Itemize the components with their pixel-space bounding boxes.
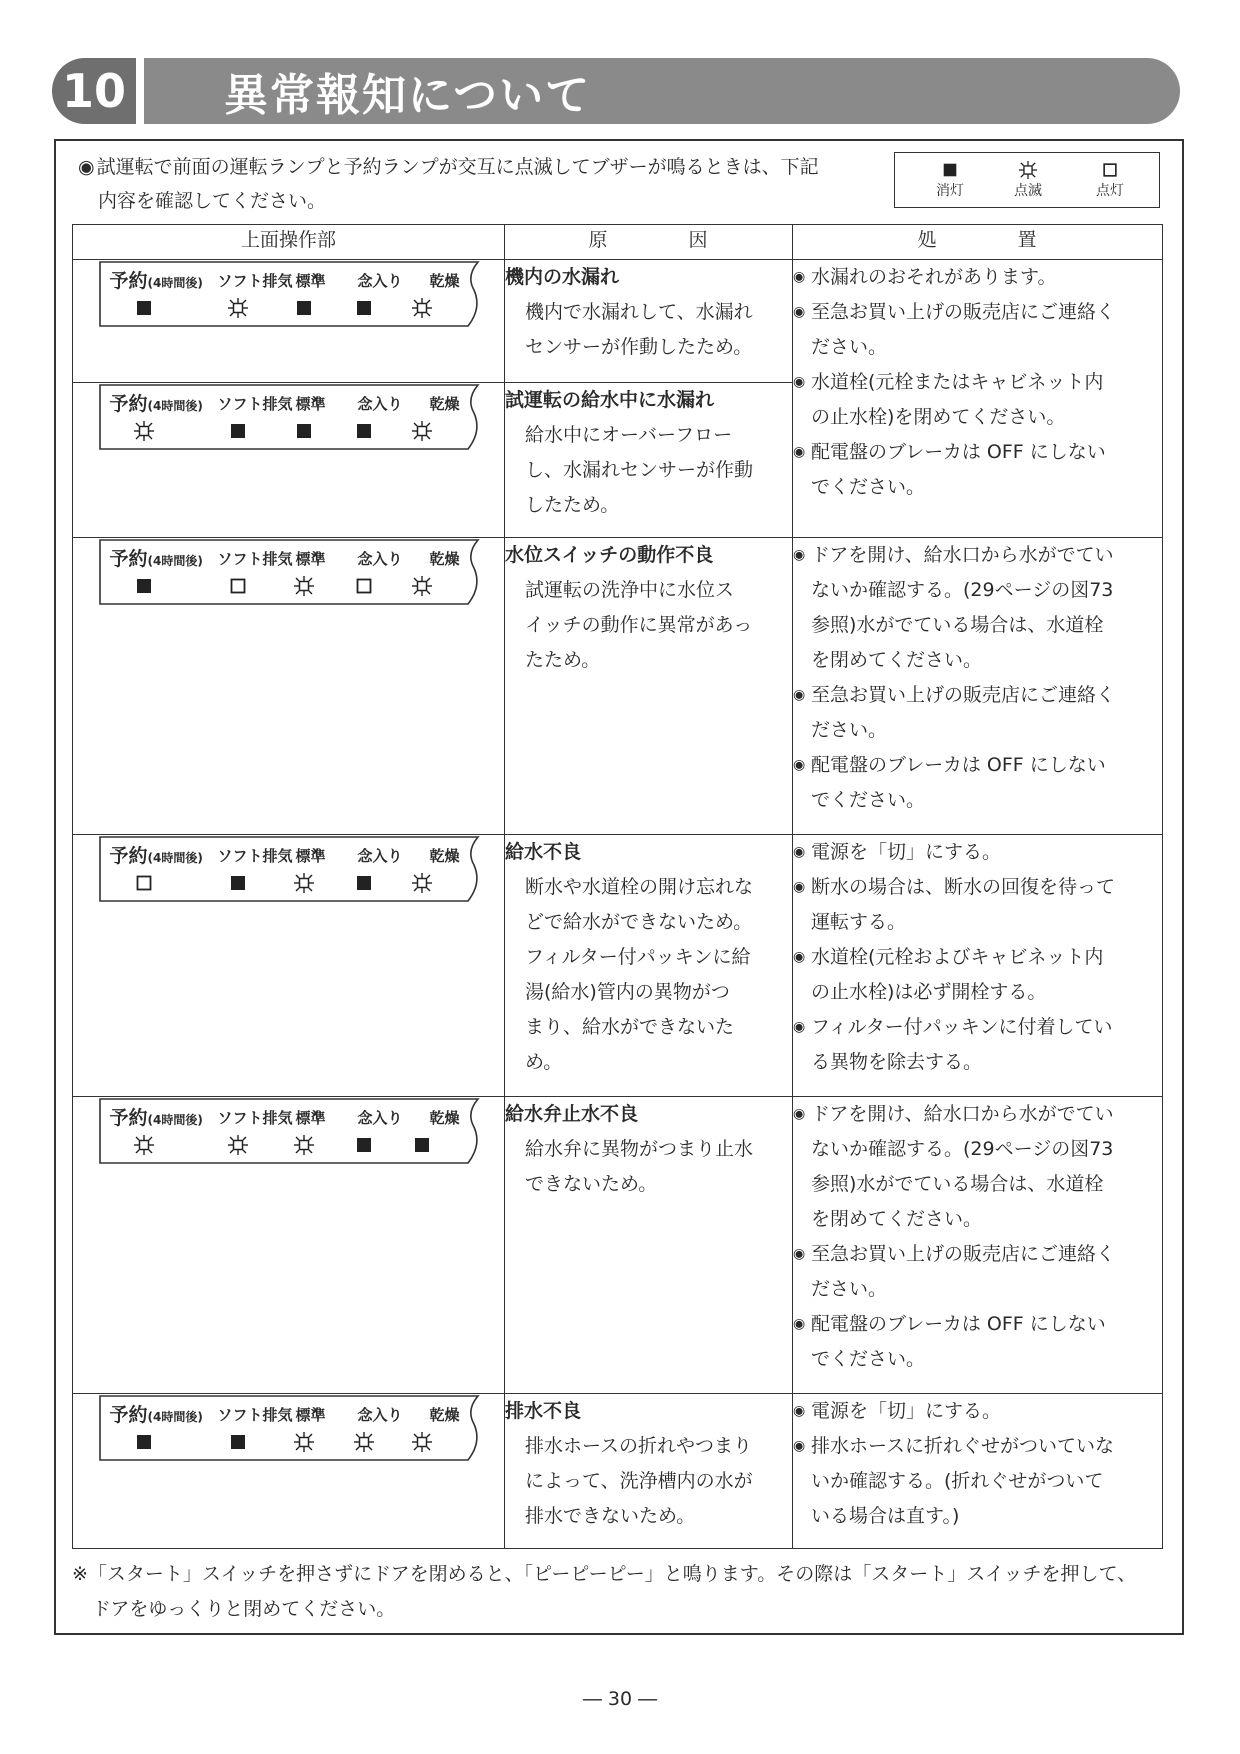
cause-text: フィルター付パッキンに給 xyxy=(525,946,751,968)
panel-cell xyxy=(73,260,505,383)
panel-label-soft: ソフト排気 xyxy=(217,272,293,290)
panel-label-sub: (4時間後) xyxy=(147,554,203,568)
cause-text: 機内で水漏れして、水漏れ xyxy=(525,301,753,323)
lamp-blink-icon xyxy=(292,1430,316,1454)
bullet-icon: ◉ xyxy=(793,687,806,703)
panel-label-hyojun: 標準 xyxy=(295,272,326,290)
bullet-icon xyxy=(793,643,811,678)
lamp-blink-icon xyxy=(993,159,1063,181)
lamp-off-icon xyxy=(352,871,376,895)
panel-label-text: 予約 xyxy=(109,270,148,292)
action-item xyxy=(793,470,1162,505)
bullet-icon: ◉ xyxy=(793,1106,806,1122)
intro-line-2: 内容を確認してください。 xyxy=(98,190,327,212)
panel-label-yoyaku xyxy=(110,841,203,868)
lamp-off-icon xyxy=(352,296,376,320)
lamp-off-icon xyxy=(292,296,316,320)
lamp-blink-icon xyxy=(352,1430,376,1454)
action-text: ないか確認する。(29ページの図73 xyxy=(811,579,1114,601)
action-cell xyxy=(793,538,1163,835)
action-cell xyxy=(793,1394,1163,1549)
action-text: 電源を「切」にする。 xyxy=(811,841,1002,863)
action-item xyxy=(793,400,1162,435)
panel-cell xyxy=(73,835,505,1097)
action-item xyxy=(793,608,1162,643)
panel-label-soft: ソフト排気 xyxy=(217,395,293,413)
panel-label-sub: (4時間後) xyxy=(147,851,203,865)
cause-text: 給水弁に異物がつまり止水 xyxy=(525,1138,754,1160)
error-table xyxy=(72,224,1163,1549)
section-header xyxy=(52,58,1180,124)
cause-cell xyxy=(505,260,793,383)
action-text: 至急お買い上げの販売店にご連絡く xyxy=(811,301,1116,323)
action-item xyxy=(793,1429,1162,1464)
panel-label-yoyaku xyxy=(110,389,203,416)
action-item xyxy=(793,1237,1162,1272)
action-cell xyxy=(793,1097,1163,1394)
panel-label-kanso: 乾燥 xyxy=(429,1406,460,1424)
action-item xyxy=(793,1307,1162,1342)
cause-text: センサーが作動したため。 xyxy=(525,336,753,358)
control-panel-diagram xyxy=(96,835,482,903)
action-item xyxy=(793,1097,1162,1132)
action-text: 水道栓(元栓およびキャビネット内 xyxy=(811,946,1104,968)
panel-label-sub: (4時間後) xyxy=(147,1113,203,1127)
intro-text xyxy=(78,150,898,218)
cause-title: 機内の水漏れ xyxy=(505,266,620,288)
action-text: ださい。 xyxy=(811,719,888,741)
control-panel-diagram xyxy=(96,383,482,451)
bullet-icon: ◉ xyxy=(793,844,806,860)
bullet-icon: ◉ xyxy=(793,374,806,390)
action-item xyxy=(793,1045,1162,1080)
action-text: 至急お買い上げの販売店にご連絡く xyxy=(811,684,1116,706)
header-panel: 上面操作部 xyxy=(73,225,505,260)
panel-cell xyxy=(73,383,505,538)
cause-text: イッチの動作に異常があっ xyxy=(525,614,753,636)
lamp-on-icon xyxy=(132,871,156,895)
bullet-icon xyxy=(793,1167,811,1202)
panel-label-yoyaku xyxy=(110,544,203,571)
bullet-icon xyxy=(793,1464,811,1499)
action-item xyxy=(793,260,1162,295)
action-item xyxy=(793,643,1162,678)
panel-label-sub: (4時間後) xyxy=(147,276,203,290)
action-item xyxy=(793,783,1162,818)
footnote-line-1: ※「スタート」スイッチを押さずにドアを閉めると、「ピーピーピー」と鳴ります。その際は「スタート」スイッチを押して、 xyxy=(72,1563,1137,1585)
legend-item-on xyxy=(1075,159,1145,201)
lamp-on-icon xyxy=(1075,159,1145,181)
legend-label: 点滅 xyxy=(1014,183,1042,199)
panel-label-nenri: 念入り xyxy=(357,272,403,290)
panel-label-kanso: 乾燥 xyxy=(429,272,460,290)
lamp-blink-icon xyxy=(226,1133,250,1157)
bullet-icon xyxy=(793,608,811,643)
lamp-off-icon xyxy=(915,159,985,181)
cause-text: できないため。 xyxy=(525,1173,658,1195)
panel-label-yoyaku xyxy=(110,1400,203,1427)
bullet-icon xyxy=(793,1045,811,1080)
bullet-icon xyxy=(793,1342,811,1377)
panel-label-hyojun: 標準 xyxy=(295,1406,326,1424)
cause-cell xyxy=(505,383,793,538)
panel-label-text: 予約 xyxy=(109,1107,148,1129)
lamp-blink-icon xyxy=(410,871,434,895)
control-panel-diagram xyxy=(96,1394,482,1462)
lamp-off-icon xyxy=(132,296,156,320)
bullet-icon xyxy=(793,713,811,748)
action-item xyxy=(793,678,1162,713)
bullet-icon xyxy=(793,783,811,818)
section-title: 異常報知について xyxy=(224,70,592,121)
bullet-icon: ◉ xyxy=(793,1403,806,1419)
footnote-line-2: ドアをゆっくりと閉めてください。 xyxy=(92,1598,396,1620)
action-item xyxy=(793,295,1162,330)
action-item xyxy=(793,1167,1162,1202)
action-item xyxy=(793,1464,1162,1499)
bullet-icon: ◉ xyxy=(793,444,806,460)
cause-title: 試運転の給水中に水漏れ xyxy=(505,389,715,411)
panel-label-text: 予約 xyxy=(109,1404,148,1426)
header-cause: 原 因 xyxy=(505,225,793,260)
bullet-icon: ◉ xyxy=(793,547,806,563)
action-text: 排水ホースに折れぐせがついていな xyxy=(811,1435,1115,1457)
cause-text: 湯(給水)管内の異物がつ xyxy=(525,981,730,1003)
action-cell xyxy=(793,835,1163,1097)
bullet-icon: ◉ xyxy=(793,269,806,285)
bullet-icon: ◉ xyxy=(793,879,806,895)
panel-label-soft: ソフト排気 xyxy=(217,550,293,568)
lamp-on-icon xyxy=(352,574,376,598)
cause-text: したため。 xyxy=(525,494,620,516)
action-item xyxy=(793,835,1162,870)
cause-cell xyxy=(505,538,793,835)
bullet-icon xyxy=(793,1202,811,1237)
action-text: 至急お買い上げの販売店にご連絡く xyxy=(811,1243,1116,1265)
control-panel-diagram xyxy=(96,1097,482,1165)
panel-label-hyojun: 標準 xyxy=(295,1109,326,1127)
bullet-icon: ◉ xyxy=(793,304,806,320)
cause-cell xyxy=(505,835,793,1097)
panel-label-hyojun: 標準 xyxy=(295,550,326,568)
panel-label-hyojun: 標準 xyxy=(295,395,326,413)
action-text: ドアを開け、給水口から水がでてい xyxy=(811,544,1114,566)
panel-cell xyxy=(73,1394,505,1549)
lamp-off-icon xyxy=(132,1430,156,1454)
cause-title: 給水不良 xyxy=(505,841,582,863)
bullet-icon xyxy=(793,1272,811,1307)
lamp-blink-icon xyxy=(410,419,434,443)
action-text: 配電盤のブレーカは OFF にしない xyxy=(811,1313,1106,1335)
bullet-icon: ◉ xyxy=(793,949,806,965)
action-text: 水道栓(元栓またはキャビネット内 xyxy=(811,371,1104,393)
footnote xyxy=(72,1557,1162,1627)
lamp-off-icon xyxy=(352,1133,376,1157)
panel-label-kanso: 乾燥 xyxy=(429,550,460,568)
action-item xyxy=(793,1394,1162,1429)
bullet-icon: ◉ xyxy=(793,1438,806,1454)
action-text: ださい。 xyxy=(811,1278,888,1300)
bullet-icon: ◉ xyxy=(793,1316,806,1332)
legend-item-off xyxy=(915,159,985,201)
action-item xyxy=(793,1132,1162,1167)
bullet-icon xyxy=(793,1499,811,1534)
cause-title: 排水不良 xyxy=(505,1400,582,1422)
action-text: を閉めてください。 xyxy=(811,1208,983,1230)
panel-label-text: 予約 xyxy=(109,393,148,415)
cause-text: 給水中にオーバーフロー xyxy=(525,424,733,446)
cause-cell xyxy=(505,1097,793,1394)
action-text: ドアを開け、給水口から水がでてい xyxy=(811,1103,1114,1125)
panel-label-soft: ソフト排気 xyxy=(217,1406,293,1424)
action-text: でください。 xyxy=(811,476,926,498)
lamp-blink-icon xyxy=(132,1133,156,1157)
legend-label: 点灯 xyxy=(1096,183,1124,199)
action-text: でください。 xyxy=(811,1348,926,1370)
panel-label-hyojun: 標準 xyxy=(295,847,326,865)
lamp-off-icon xyxy=(292,419,316,443)
action-item xyxy=(793,365,1162,400)
panel-cell xyxy=(73,1097,505,1394)
panel-label-text: 予約 xyxy=(109,845,148,867)
lamp-on-icon xyxy=(226,574,250,598)
action-text: 電源を「切」にする。 xyxy=(811,1400,1002,1422)
action-item xyxy=(793,1272,1162,1307)
panel-label-nenri: 念入り xyxy=(357,550,403,568)
lamp-blink-icon xyxy=(292,1133,316,1157)
legend-label: 消灯 xyxy=(936,183,964,199)
panel-label-nenri: 念入り xyxy=(357,1109,403,1127)
action-item xyxy=(793,573,1162,608)
action-text: ないか確認する。(29ページの図73 xyxy=(811,1138,1114,1160)
header-action: 処 置 xyxy=(793,225,1163,260)
panel-label-sub: (4時間後) xyxy=(147,1410,203,1424)
action-text: いる場合は直す。) xyxy=(811,1505,960,1527)
cause-text: 断水や水道栓の開け忘れな xyxy=(525,876,754,898)
action-item xyxy=(793,330,1162,365)
panel-label-sub: (4時間後) xyxy=(147,399,203,413)
action-text: 断水の場合は、断水の回復を待って xyxy=(811,876,1116,898)
cause-text: 試運転の洗浄中に水位ス xyxy=(525,579,735,601)
action-item xyxy=(793,713,1162,748)
panel-label-text: 予約 xyxy=(109,548,148,570)
lamp-blink-icon xyxy=(410,296,434,320)
cause-text: め。 xyxy=(525,1051,563,1073)
cause-text: まり、給水ができないた xyxy=(525,1016,735,1038)
cause-text: し、水漏れセンサーが作動 xyxy=(525,459,754,481)
panel-label-soft: ソフト排気 xyxy=(217,1109,293,1127)
lamp-legend xyxy=(894,152,1160,208)
bullet-icon xyxy=(793,1132,811,1167)
bullet-icon: ◉ xyxy=(793,1246,806,1262)
panel-label-kanso: 乾燥 xyxy=(429,847,460,865)
panel-label-kanso: 乾燥 xyxy=(429,1109,460,1127)
cause-title: 給水弁止水不良 xyxy=(505,1103,639,1125)
lamp-off-icon xyxy=(352,419,376,443)
action-item xyxy=(793,748,1162,783)
action-item xyxy=(793,1202,1162,1237)
lamp-off-icon xyxy=(226,871,250,895)
cause-cell xyxy=(505,1394,793,1549)
action-item xyxy=(793,538,1162,573)
action-item xyxy=(793,905,1162,940)
bullet-icon xyxy=(793,573,811,608)
lamp-blink-icon xyxy=(226,296,250,320)
action-item xyxy=(793,1342,1162,1377)
action-item xyxy=(793,435,1162,470)
action-text: 参照)水がでている場合は、水道栓 xyxy=(811,1173,1104,1195)
action-item xyxy=(793,940,1162,975)
lamp-off-icon xyxy=(410,1133,434,1157)
bullet-icon xyxy=(793,470,811,505)
lamp-blink-icon xyxy=(292,574,316,598)
panel-label-soft: ソフト排気 xyxy=(217,847,293,865)
action-text: 水漏れのおそれがあります。 xyxy=(811,266,1057,288)
lamp-off-icon xyxy=(226,419,250,443)
action-text: ださい。 xyxy=(811,336,888,358)
cause-text: たため。 xyxy=(525,649,601,671)
cause-text: 排水できないため。 xyxy=(525,1505,696,1527)
lamp-blink-icon xyxy=(292,871,316,895)
control-panel-diagram xyxy=(96,260,482,328)
panel-label-yoyaku xyxy=(110,266,203,293)
cause-text: によって、洗浄槽内の水が xyxy=(525,1470,753,1492)
lamp-off-icon xyxy=(226,1430,250,1454)
action-text: の止水栓)を閉めてください。 xyxy=(811,406,1066,428)
action-item xyxy=(793,1010,1162,1045)
bullet-icon: ◉ xyxy=(793,1019,806,1035)
lamp-blink-icon xyxy=(410,574,434,598)
legend-item-blink xyxy=(993,159,1063,201)
intro-line-1: 試運転で前面の運転ランプと予約ランプが交互に点滅してブザーが鳴るときは、下記 xyxy=(96,156,819,178)
page-number: ― 30 ― xyxy=(582,1688,658,1710)
panel-cell xyxy=(73,538,505,835)
action-text: フィルター付パッキンに付着してい xyxy=(811,1016,1113,1038)
panel-label-nenri: 念入り xyxy=(357,395,403,413)
lamp-off-icon xyxy=(132,574,156,598)
lamp-blink-icon xyxy=(132,419,156,443)
action-item xyxy=(793,975,1162,1010)
action-text: る異物を除去する。 xyxy=(811,1051,983,1073)
control-panel-diagram xyxy=(96,538,482,606)
lamp-blink-icon xyxy=(410,1430,434,1454)
cause-text: 排水ホースの折れやつまり xyxy=(525,1435,753,1457)
action-text: を閉めてください。 xyxy=(811,649,983,671)
panel-label-yoyaku xyxy=(110,1103,203,1130)
action-text: 配電盤のブレーカは OFF にしない xyxy=(811,441,1106,463)
cause-text: どで給水ができないため。 xyxy=(525,911,753,933)
bullet-icon xyxy=(793,975,811,1010)
cause-title: 水位スイッチの動作不良 xyxy=(505,544,714,566)
action-text: の止水栓)は必ず開栓する。 xyxy=(811,981,1047,1003)
bullet-icon xyxy=(793,330,811,365)
bullet-icon: ◉ xyxy=(793,757,806,773)
action-cell xyxy=(793,260,1163,538)
intro-bullet: ◉ xyxy=(78,156,95,178)
bullet-icon xyxy=(793,905,811,940)
bullet-icon xyxy=(793,400,811,435)
action-item xyxy=(793,1499,1162,1534)
panel-label-nenri: 念入り xyxy=(357,1406,403,1424)
action-text: いか確認する。(折れぐせがついて xyxy=(811,1470,1104,1492)
action-text: 配電盤のブレーカは OFF にしない xyxy=(811,754,1106,776)
panel-label-kanso: 乾燥 xyxy=(429,395,460,413)
panel-label-nenri: 念入り xyxy=(357,847,403,865)
action-text: 運転する。 xyxy=(811,911,907,933)
section-number: 10 xyxy=(52,58,136,124)
action-text: でください。 xyxy=(811,789,926,811)
action-item xyxy=(793,870,1162,905)
action-text: 参照)水がでている場合は、水道栓 xyxy=(811,614,1104,636)
